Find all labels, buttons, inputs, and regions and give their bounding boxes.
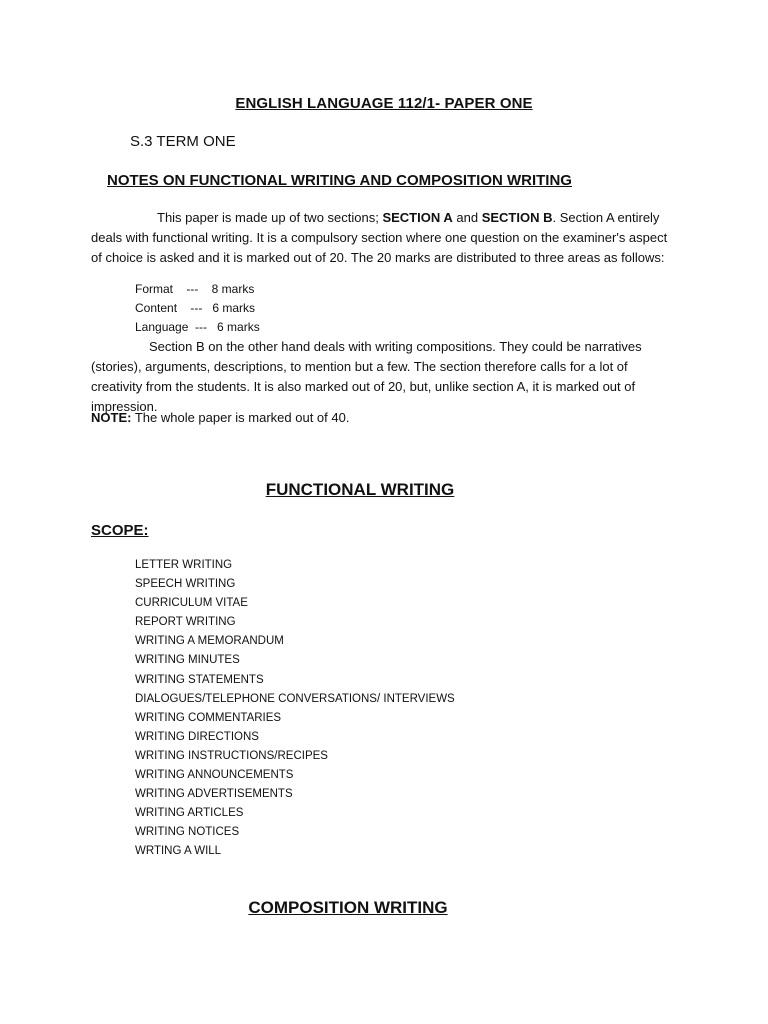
document-title: ENGLISH LANGUAGE 112/1- PAPER ONE (235, 95, 533, 112)
intro-paragraph (91, 208, 681, 268)
section-b-text: Section B on the other hand deals with writing compositions. They could be narratives (stories), arguments, descriptions, to mention but a few. The section therefore calls for a lot of creativity from the students. It is also marked out of 20, but, unlike section A, it is marked out of impression. (91, 339, 642, 414)
scope-list (135, 556, 455, 862)
list-item: WRTING A WILL (135, 845, 222, 858)
list-item: WRITING ANNOUNCEMENTS (135, 769, 294, 782)
notes-heading: NOTES ON FUNCTIONAL WRITING AND COMPOSITION WRITING (107, 172, 572, 189)
note-label: NOTE: (91, 410, 132, 425)
list-item: WRITING ADVERTISEMENTS (135, 788, 293, 801)
list-item: SPEECH WRITING (135, 578, 236, 591)
functional-writing-heading: FUNCTIONAL WRITING (265, 480, 455, 499)
intro-text-part: . Section A entirely deals with functional writing. It is a compulsory section where one question on the examiner's aspect of choice is asked and it is marked out of 20. The 20 marks are distributed to three areas as follows: (91, 210, 668, 265)
composition-writing-heading: COMPOSITION WRITING (248, 898, 448, 917)
list-item: WRITING A MEMORANDUM (135, 635, 284, 648)
note-line (91, 410, 349, 425)
marks-distribution (135, 280, 260, 337)
list-item: WRITING MINUTES (135, 654, 240, 667)
scope-label: SCOPE: (91, 522, 149, 539)
list-item: WRITING ARTICLES (135, 807, 244, 820)
intro-text-part: This paper is made up of two sections; (157, 210, 383, 225)
list-item: WRITING DIRECTIONS (135, 730, 259, 743)
section-b-label: SECTION B (481, 210, 553, 225)
note-text: The whole paper is marked out of 40. (131, 410, 350, 425)
term-label: S.3 TERM ONE (130, 133, 236, 150)
list-item: REPORT WRITING (135, 616, 236, 629)
list-item: DIALOGUES/TELEPHONE CONVERSATIONS/ INTERVIEWS (135, 692, 455, 705)
marks-row-language: Language --- 6 marks (135, 320, 260, 334)
marks-row-format: Format --- 8 marks (135, 282, 255, 296)
section-a-label: SECTION A (382, 210, 453, 225)
list-item: WRITING STATEMENTS (135, 673, 264, 686)
list-item: WRITING NOTICES (135, 826, 240, 839)
list-item: CURRICULUM VITAE (135, 597, 248, 610)
list-item: WRITING COMMENTARIES (135, 711, 282, 724)
list-item: LETTER WRITING (135, 559, 233, 571)
intro-text-part: and (452, 210, 482, 225)
section-b-paragraph (91, 337, 681, 417)
marks-row-content: Content --- 6 marks (135, 301, 256, 315)
list-item: WRITING INSTRUCTIONS/RECIPES (135, 749, 328, 762)
